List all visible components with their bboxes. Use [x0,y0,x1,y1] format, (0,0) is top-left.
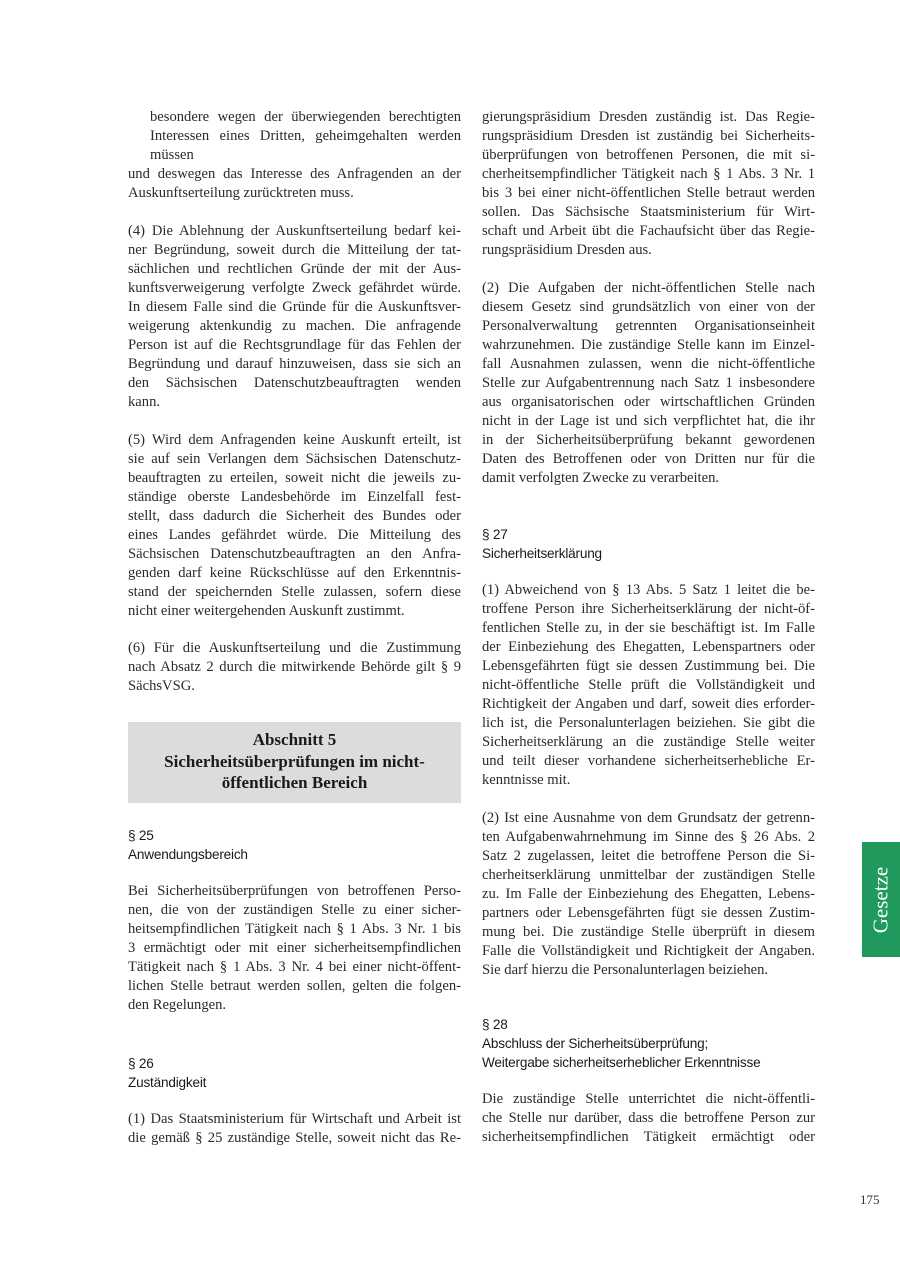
text-line: und teilt dieser vorhandene sicherheitserhebliche Er- [482,753,815,769]
section-title-line1: Sicherheitsüberprüfungen im nicht- [164,751,425,771]
text-line: damit verfolgten Zwecke zu verarbeiten. [482,470,720,486]
text-line: Satz 2 zugelassen, leitet die betroffene Person die Si- [482,848,815,864]
text-line: schaft und Arbeit übt die Fachaufsicht über das Regie- [482,223,815,239]
text-line: nicht in der Lage ist und sich verpflichtet hat, die ihr [482,413,815,429]
paragraph-26-1-continued [482,108,815,260]
text-line: Begründung und darauf hinzuweisen, dass sie sich an [128,356,461,372]
side-tab-label: Gesetze [868,866,893,933]
text-line: (1) Abweichend von § 13 Abs. 5 Satz 1 leitet die be- [482,582,815,598]
text-line: Zuständigkeit [128,1075,207,1090]
paragraph-28 [482,1090,815,1147]
text-line: (1) Das Staatsministerium für Wirtschaft und Arbeit ist [128,1111,461,1127]
text-line: Interessen eines Dritten, geheimgehalten werden [150,128,461,144]
text-line: Person ist auf die Rechtsgrundlage für das Fehlen der [128,337,461,353]
text-line: wahrzunehmen. Die zuständige Stelle kann im Einzel- [482,337,815,353]
text-line: diesem Gesetz sind grundsätzlich von einer von der [482,299,815,315]
text-line: Anwendungsbereich [128,847,248,862]
text-line: (4) Die Ablehnung der Auskunftserteilung bedarf kei- [128,223,461,239]
text-line: cherheitsempfindlicher Tätigkeit nach § 1 Abs. 3 Nr. 1 [482,166,815,182]
text-line: ständige oberste Landesbehörde im Einzelfall fest- [128,489,461,505]
text-line: besondere wegen der überwiegenden berechtigten [150,109,461,125]
text-line: genden darf keine Rückschlüsse auf den Erkenntnis- [128,565,461,581]
paragraph-5 [128,431,461,621]
text-line: § 27 [482,527,508,542]
text-line: Abschluss der Sicherheitsüberprüfung; [482,1036,709,1051]
text-line: beauftragten zu erteilen, soweit nicht die jeweils zu- [128,470,461,486]
text-line: kunftsverweigerung verfolgte Zweck gefährdet würde. [128,280,461,296]
text-line: Bei Sicherheitsüberprüfungen von betroffenen Perso- [128,883,461,899]
text-line: (6) Für die Auskunftserteilung und die Zustimmung [128,640,461,656]
text-line: Richtigkeit der Angaben und darf, soweit dies erforder- [482,696,815,712]
text-line: nach Absatz 2 durch die mitwirkende Behörde gilt § 9 [128,659,461,675]
text-line: rungspräsidium Dresden aus. [482,242,652,258]
text-line: aus organisatorischen oder wirtschaftlichen Gründen [482,394,815,410]
text-line: Lebensgefährten fügt sie dessen Zustimmung bei. Die [482,658,815,674]
section-number: Abschnitt 5 [252,730,337,749]
text-line: und deswegen das Interesse des Anfragenden an der [128,166,461,182]
text-line: den Regelungen. [128,997,227,1013]
text-line: nicht einer weitergehenden Auskunft zustimmt. [128,603,405,619]
text-line: sächlichen und rechtlichen Gründe der mit der Aus- [128,261,461,277]
side-tab-gesetze[interactable] [862,842,900,957]
text-line: fall Ausnahmen zulassen, wenn die nicht-öffentliche [482,356,815,372]
text-line: kann. [128,394,161,410]
text-line: ner Begründung, soweit durch die Mitteilung der tat- [128,242,461,258]
text-line: § 25 [128,828,154,843]
text-line: Personalverwaltung getrennten Organisationseinheit [482,318,815,334]
paragraph-27-1 [482,581,815,790]
page-number: 175 [860,1192,880,1207]
text-line: Tätigkeit nach § 1 Abs. 3 Nr. 4 bei einer nicht-öffent- [128,959,461,975]
text-line: lichen Stelle betraut werden sollen, gelten die folgen- [128,978,461,994]
text-line: Sicherheitserklärung an die zuständige Stelle weiter [482,734,815,750]
text-line: 3 ermächtigt oder mit einer sicherheitsempfindlichen [128,940,461,956]
text-line: eines Landes gefährdet würde. Die Mitteilung des [128,527,461,543]
text-line: mung bei. Die zuständige Stelle überprüft in diesem [482,924,815,940]
text-line: die gemäß § 25 zuständige Stelle, soweit nicht das Re- [128,1130,461,1146]
text-line: § 26 [128,1056,154,1071]
text-line: (2) Ist eine Ausnahme von dem Grundsatz der getrenn- [482,810,815,826]
text-line: weigerung aktenkundig zu machen. Die anfragende [128,318,461,334]
text-line: fentlichen Stelle zu, in der sie beschäftigt ist. Im Falle [482,620,815,636]
section-title-line2: öffentlichen Bereich [221,773,368,792]
heading-para-25 [128,826,461,864]
text-line: che Stelle nur darüber, dass die betroffene Person zur [482,1110,815,1126]
text-line: den Sächsischen Datenschutzbeauftragten wenden [128,375,461,391]
text-line: stellt, dass dadurch die Sicherheit des Bundes oder [128,508,461,524]
text-line: kenntnisse mit. [482,772,571,788]
text-line: troffene Person ihre Sicherheitserklärung der nicht-öf- [482,601,815,617]
text-line: heitsempfindlichen Tätigkeit nach § 1 Abs. 3 Nr. 1 bis [128,921,461,937]
text-line: ten Aufgabenwahrnehmung im Sinne des § 26 Abs. 2 [482,829,815,845]
text-line: Falle die Vollständigkeit und Richtigkeit der Angaben. [482,943,815,959]
heading-para-27 [482,525,815,563]
text-line: Stelle zur Aufgabentrennung nach Satz 1 insbesondere [482,375,815,391]
heading-para-26 [128,1054,461,1092]
text-line: § 28 [482,1017,508,1032]
text-line: bis 3 bei einer nicht-öffentlichen Stelle betraut werden [482,185,815,201]
text-line: müssen [150,147,194,163]
paragraph-4 [128,222,461,412]
text-line: zu. Im Falle der Einbeziehung des Ehegatten, Lebens- [482,886,815,902]
heading-para-28 [482,1015,815,1072]
paragraph-26-1 [128,1110,461,1148]
text-line: (2) Die Aufgaben der nicht-öffentlichen Stelle nach [482,280,815,296]
paragraph-26-2 [482,279,815,488]
paragraph-6 [128,639,461,696]
text-line: SächsVSG. [128,678,195,694]
paragraph-27-2 [482,809,815,980]
text-line: rungspräsidium Dresden ist zuständig bei Sicherheits- [482,128,815,144]
text-line: Daten des Betroffenen oder von Dritten nur für die [482,451,815,467]
section-heading-box [128,722,461,803]
paragraph-intro [128,108,461,203]
text-line: nen, die von der zuständigen Stelle zu einer sicher- [128,902,461,918]
text-line: sicherheitsempfindlichen Tätigkeit ermächtigt oder [482,1129,815,1145]
text-line: (5) Wird dem Anfragenden keine Auskunft erteilt, ist [128,432,461,448]
text-line: nicht-öffentliche Stelle prüft die Vollständigkeit und [482,677,815,693]
text-line: überprüfungen von betroffenen Personen, die mit si- [482,147,815,163]
text-line: lich ist, die Personalunterlagen beiziehen. Sie gibt die [482,715,815,731]
text-line: partners oder Lebensgefährten fügt sie dessen Zustim- [482,905,815,921]
text-line: gierungspräsidium Dresden zuständig ist. Das Regie- [482,109,815,125]
text-line: Die zuständige Stelle unterrichtet die nicht-öffentli- [482,1091,815,1107]
text-line: sollen. Das Sächsische Staatsministerium für Wirt- [482,204,815,220]
text-line: der Einbeziehung des Ehegatten, Lebenspartners oder [482,639,815,655]
text-line: Weitergabe sicherheitserheblicher Erkenntnisse [482,1055,761,1070]
text-line: Sicherheitserklärung [482,546,602,561]
text-line: Auskunftserteilung zurücktreten muss. [128,185,354,201]
text-line: In diesem Falle sind die Gründe für die Auskunftsver- [128,299,461,315]
text-line: stand der speichernden Stelle zulassen, sofern diese [128,584,461,600]
text-line: Sie darf hierzu die Personalunterlagen beiziehen. [482,962,769,978]
paragraph-25 [128,882,461,1015]
text-line: in der Sicherheitsüberprüfung bekannt gewordenen [482,432,815,448]
text-line: cherheitserklärung unmittelbar der zuständigen Stelle [482,867,815,883]
text-line: Sächsischen Datenschutzbeauftragten an den Anfra- [128,546,461,562]
text-line: sie auf sein Verlangen dem Sächsischen Datenschutz- [128,451,461,467]
